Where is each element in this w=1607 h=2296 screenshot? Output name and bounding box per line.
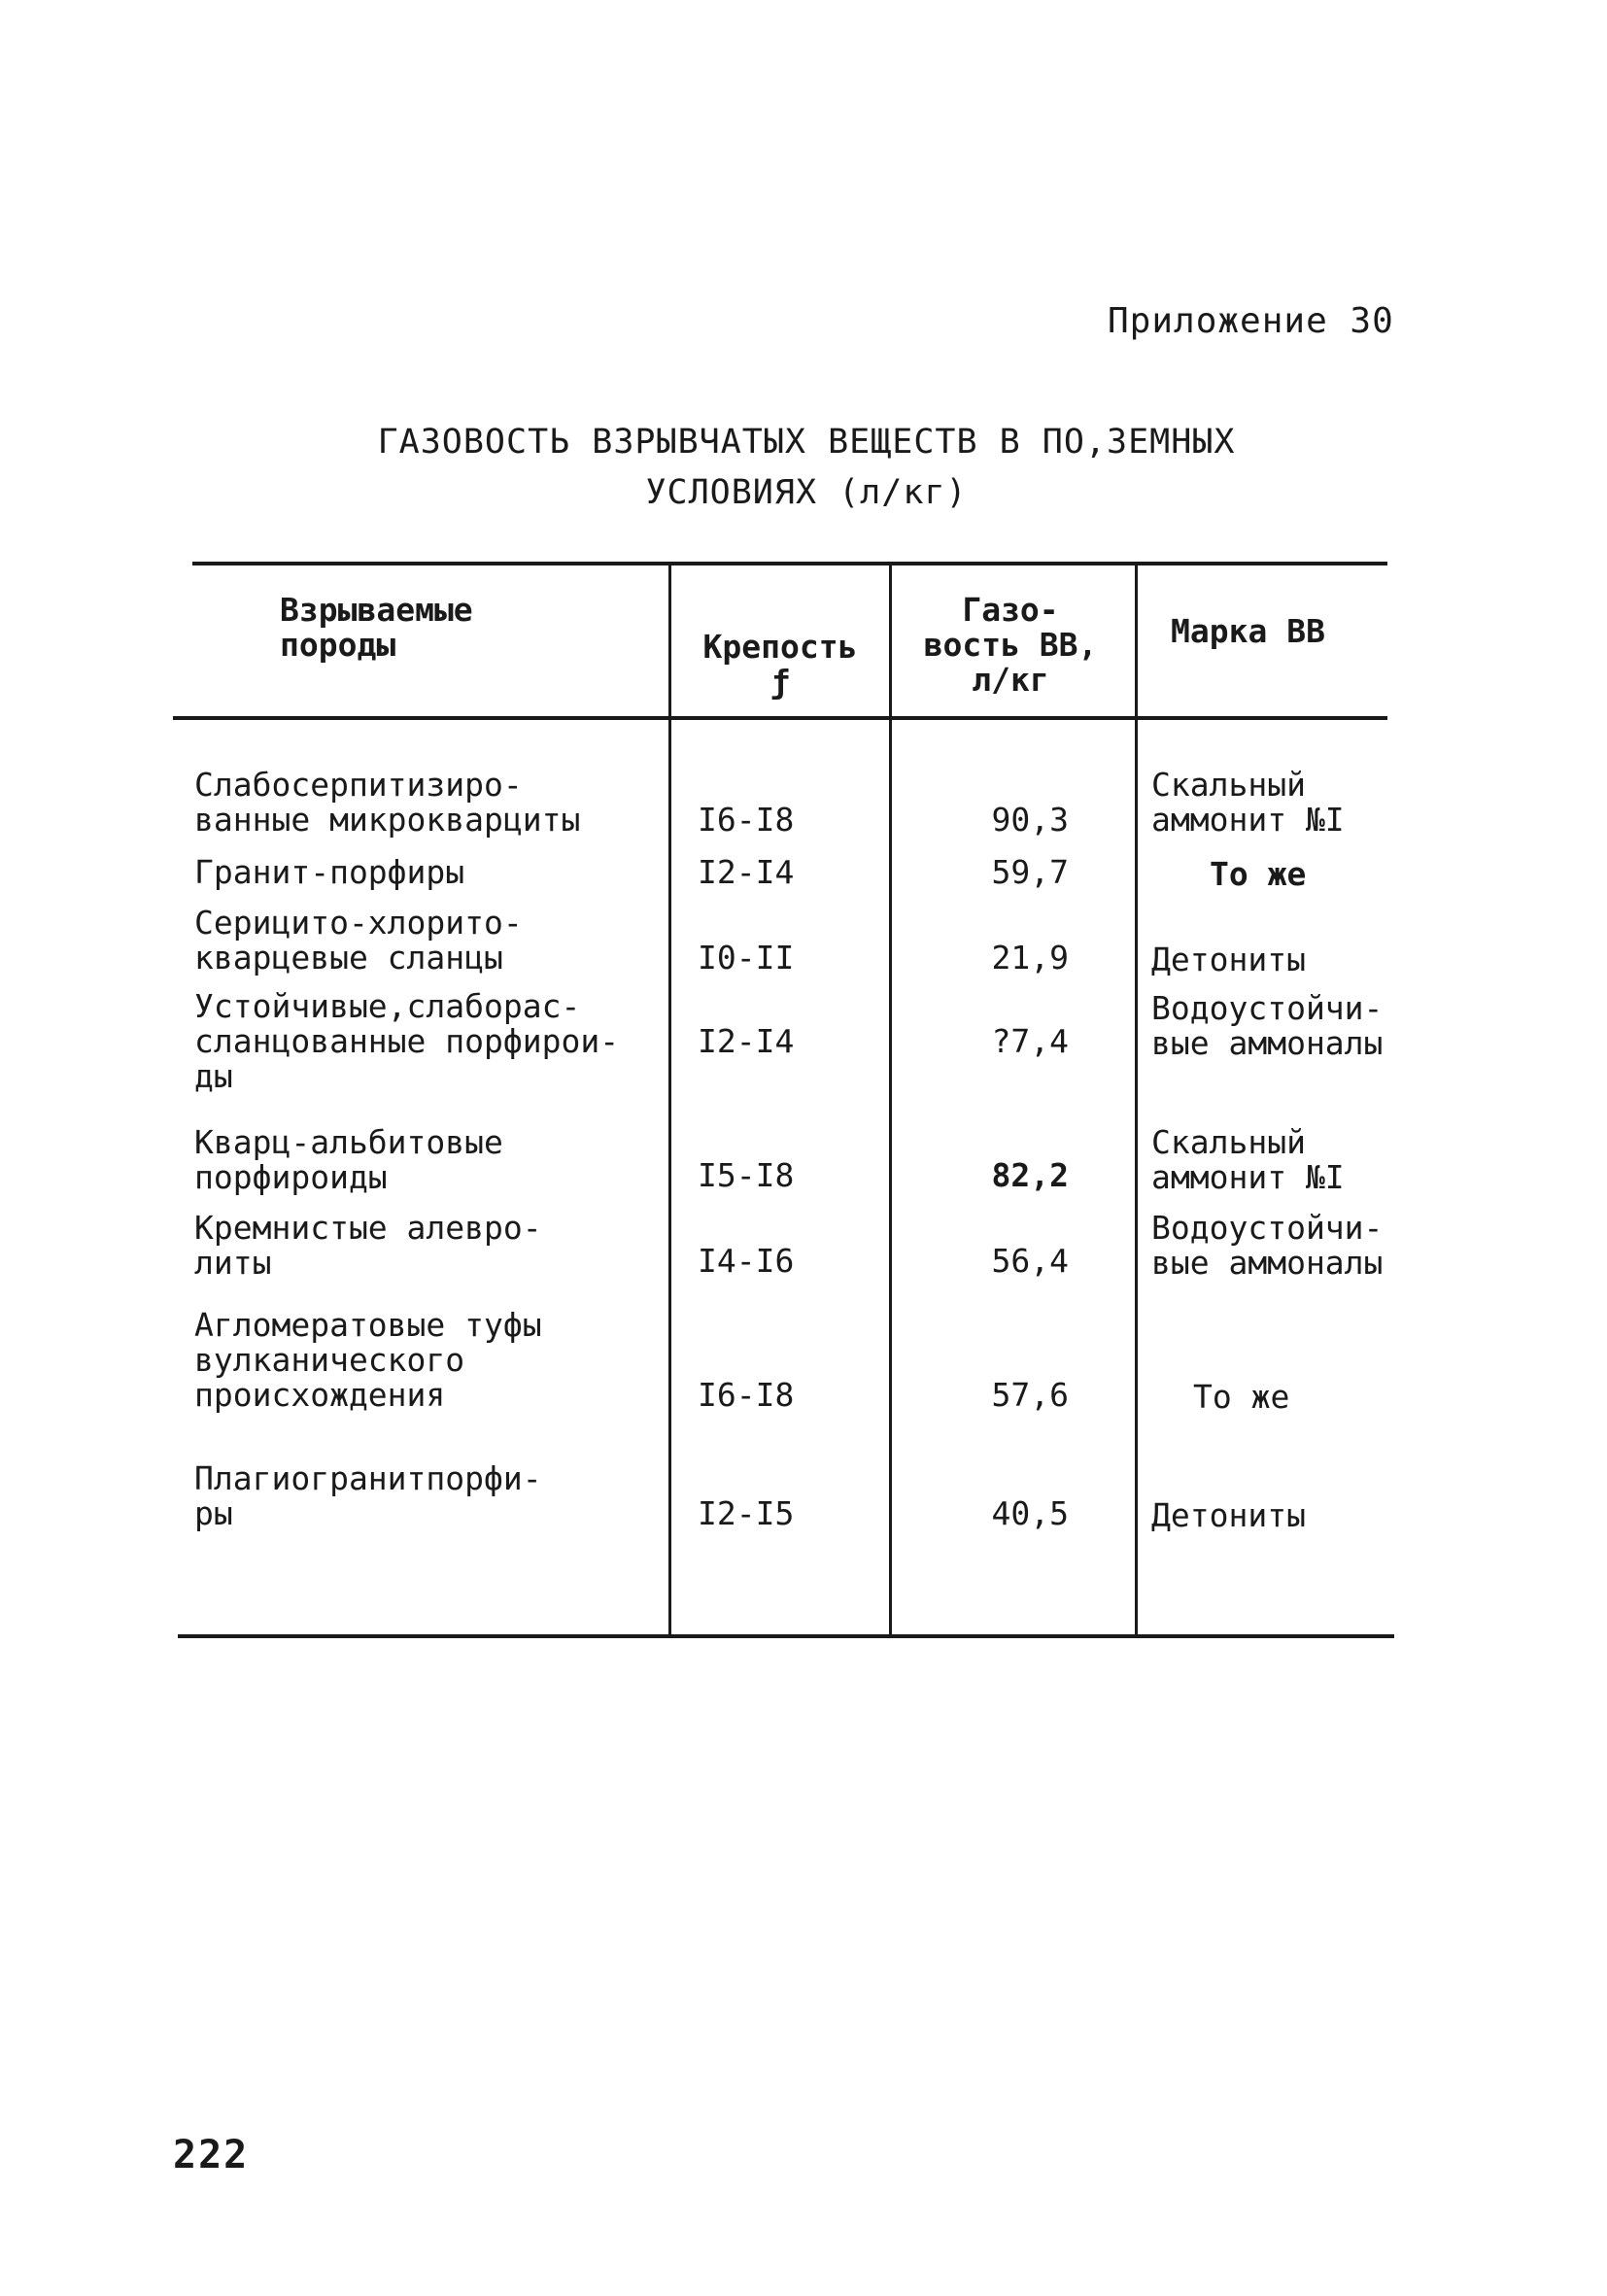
strength-cell: I2-I4 <box>698 1022 795 1060</box>
strength-cell: I2-I5 <box>698 1494 795 1532</box>
brand-cell: Детониты <box>1151 1496 1306 1534</box>
table-top-rule <box>192 562 1387 565</box>
rock-cell: Устойчивые,слаборас- сланцованные порфирои- ды <box>194 987 620 1095</box>
header-explosive-brand: Марка ВВ <box>1171 612 1325 650</box>
header-bottom-rule <box>173 716 1387 720</box>
appendix-label: Приложение 30 <box>1108 301 1394 341</box>
gas-cell: 21,9 <box>991 939 1069 977</box>
column-divider-3 <box>1135 564 1138 1637</box>
brand-cell: Водоустойчи- вые аммоналы <box>1151 989 1384 1062</box>
rock-cell: Плагиогранитпорфи- ры <box>194 1459 542 1532</box>
gas-cell: 82,2 <box>991 1156 1069 1194</box>
page-number: 222 <box>173 2133 250 2177</box>
brand-cell: Водоустойчи- вые аммоналы <box>1151 1209 1384 1282</box>
header-rocks: Взрываемые породы <box>280 591 473 664</box>
rock-cell: Кварц-альбитовые порфироиды <box>194 1123 503 1196</box>
strength-cell: I0-II <box>698 939 795 977</box>
strength-cell: I5-I8 <box>698 1156 795 1194</box>
gas-cell: 40,5 <box>991 1494 1069 1532</box>
header-gas-yield: Газо- вость ВВ, л/кг <box>923 591 1098 699</box>
header-strength: Крепость ƒ <box>702 628 858 701</box>
rock-cell: Кремнистые алевро- литы <box>194 1209 542 1282</box>
rock-cell: Гранит-порфиры <box>194 853 465 891</box>
gas-cell: 57,6 <box>991 1376 1069 1414</box>
rock-cell: Слабосерпитизиро- ванные микрокварциты <box>194 766 581 839</box>
rock-cell: Серицито-хлорито- кварцевые сланцы <box>194 904 523 977</box>
brand-cell: То же <box>1210 855 1307 893</box>
strength-cell: I2-I4 <box>698 853 795 891</box>
column-divider-1 <box>668 564 671 1637</box>
brand-cell: Скальный аммонит №I <box>1151 1123 1345 1196</box>
rock-cell: Агломератовые туфы вулканического происхождения <box>194 1306 542 1414</box>
brand-cell: Детониты <box>1151 941 1306 978</box>
table-bottom-rule <box>178 1634 1394 1638</box>
strength-cell: I6-I8 <box>698 801 795 839</box>
page-title-line-2: УСЛОВИЯХ (л/кг) <box>645 473 968 512</box>
gas-cell: 56,4 <box>991 1242 1069 1280</box>
brand-cell: То же <box>1193 1378 1290 1416</box>
strength-cell: I6-I8 <box>698 1376 795 1414</box>
gas-cell: ?7,4 <box>991 1022 1069 1060</box>
brand-cell: Скальный аммонит №I <box>1151 766 1345 839</box>
page-title-line-1: ГАЗОВОСТЬ ВЗРЫВЧАТЫХ ВЕЩЕСТВ В ПО,ЗЕМНЫХ <box>377 423 1236 462</box>
strength-cell: I4-I6 <box>698 1242 795 1280</box>
gas-cell: 59,7 <box>991 853 1069 891</box>
column-divider-2 <box>889 564 892 1637</box>
gas-cell: 90,3 <box>991 801 1069 839</box>
